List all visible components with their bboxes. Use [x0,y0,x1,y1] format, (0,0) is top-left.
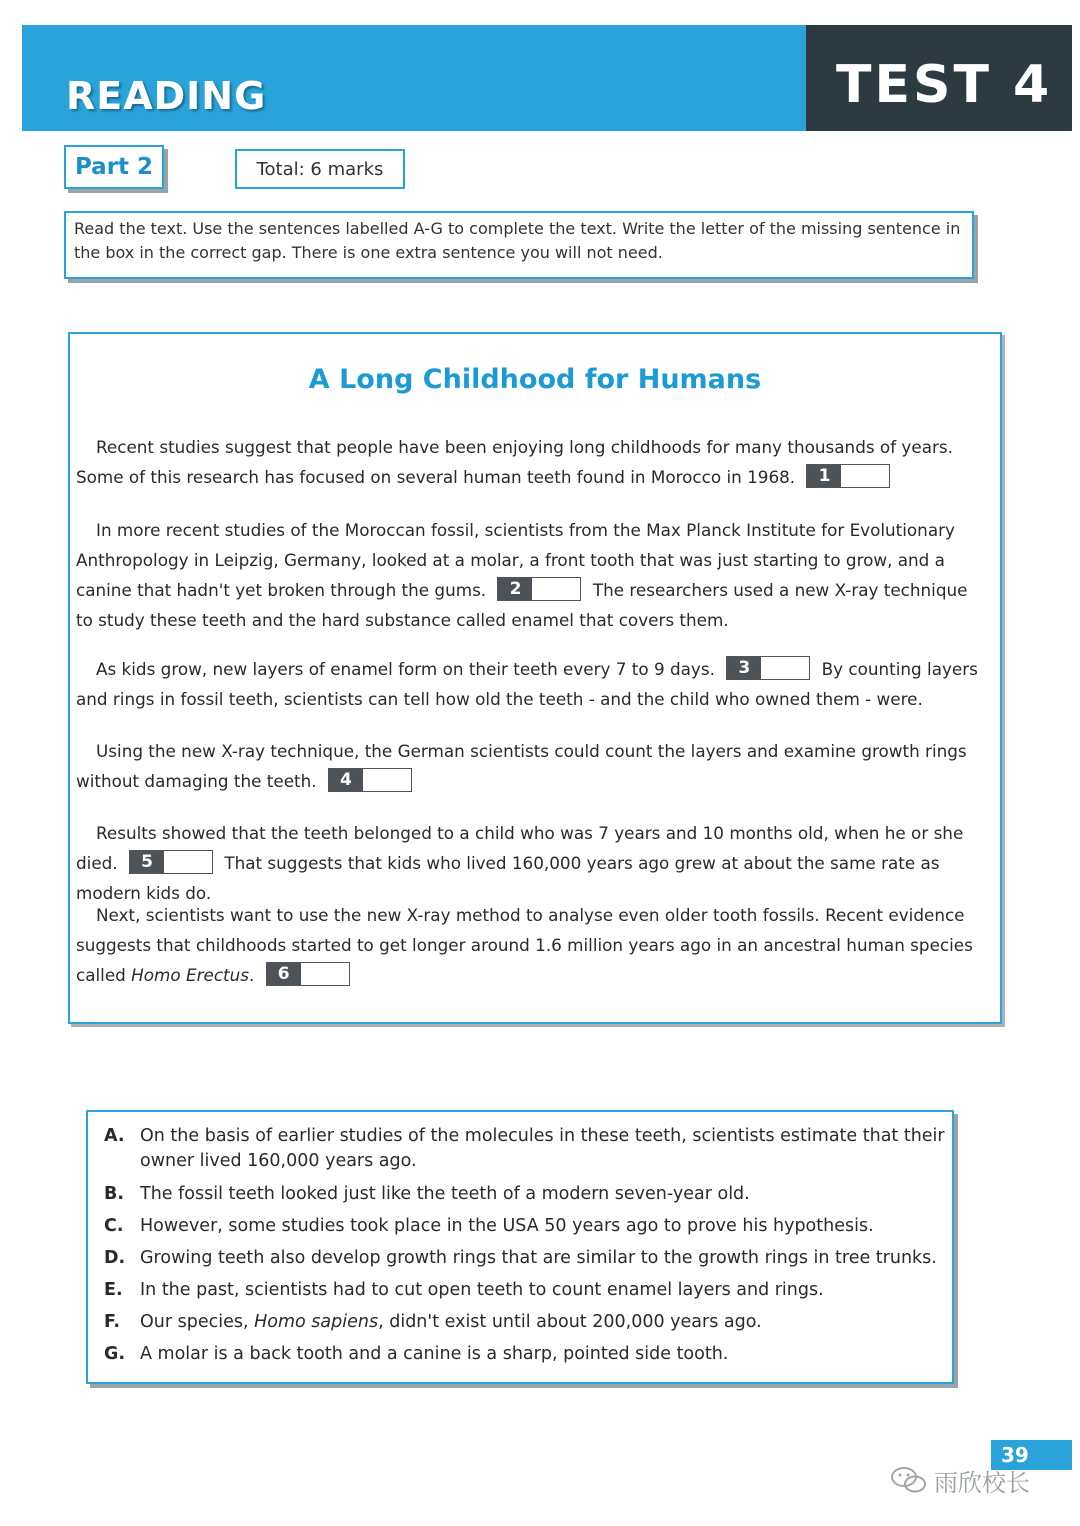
paragraph-6 [76,900,988,990]
gap-number: 5 [130,851,164,873]
option-text-pre: Our species, [140,1312,255,1332]
answer-gap-2[interactable] [497,577,581,601]
page-number: 39 [991,1440,1072,1470]
paragraph-text: Recent studies suggest that people have been enjoying long childhoods for many thousands of years. [96,437,953,457]
paragraph-text: As kids grow, new layers of enamel form on their teeth every 7 to 9 days. [96,659,715,679]
section-title: READING [66,74,267,118]
answer-gap-4[interactable] [328,768,412,792]
option-letter: B. [104,1184,124,1204]
option-text-post: , didn't exist until about 200,000 years ago. [378,1312,762,1332]
option-text: A molar is a back tooth and a canine is a sharp, pointed side tooth. [140,1344,729,1364]
option-letter: C. [104,1216,124,1236]
answer-gap-3[interactable] [726,656,810,680]
option-text: In the past, scientists had to cut open teeth to count enamel layers and rings. [140,1280,824,1300]
species-name: Homo Erectus [131,965,250,985]
gap-number: 3 [727,657,761,679]
option-letter: A. [104,1126,125,1146]
paragraph-5 [76,818,988,908]
paragraph-2 [76,515,988,635]
option-letter: G. [104,1344,126,1364]
paragraph-text: In more recent studies of the Moroccan fossil, scientists from the Max Planck Institute for Evolutionary Anthropology in Leipzig, Germany, looked at a molar, a front tooth that was just starting to grow, and a canine that hadn't yet broken through the gums. [76,520,955,600]
passage-box [68,332,1002,1024]
gap-number: 4 [329,769,363,791]
answer-gap-6[interactable] [266,962,350,986]
paragraph-text: The researchers used a new X-ray technique to study these teeth and the hard substance called enamel that covers them. [76,580,968,630]
watermark [890,1462,1060,1498]
paragraph-text: Next, scientists want to use the new X-ray method to analyse even older tooth fossils. Recent evidence suggests that childhoods started to get longer around 1.6 million years ago in an ancestral human species called [76,905,973,985]
gap-number: 2 [498,578,532,600]
species-name: Homo sapiens [254,1312,379,1332]
gap-number: 6 [267,963,301,985]
option-letter: F. [104,1312,121,1332]
instructions: Read the text. Use the sentences labelled A-G to complete the text. Write the letter of the missing sentence in the box in the correct gap. There is one extra sentence you will not need. [64,211,974,279]
paragraph-3 [76,654,988,714]
paragraph-text: Results showed that the teeth belonged to a child who was 7 years and 10 months old, when he or she died. [76,823,964,873]
option-text: Growing teeth also develop growth rings that are similar to the growth rings in tree trunks. [140,1248,937,1268]
part-label: Part 2 [64,145,164,189]
total-marks: Total: 6 marks [235,149,405,189]
paragraph-text: Using the new X-ray technique, the German scientists could count the layers and examine growth rings without damaging the teeth. [76,741,967,791]
paragraph-text: Some of this research has focused on several human teeth found in Morocco in 1968. [76,467,796,487]
answer-gap-1[interactable] [806,464,890,488]
sentence-options [86,1110,954,1384]
wechat-icon [890,1465,928,1495]
paragraph-text: That suggests that kids who lived 160,000 years ago grew at about the same rate as modern kids do. [76,853,940,903]
gap-number: 1 [807,465,841,487]
paragraph-4 [76,736,988,796]
answer-gap-5[interactable] [129,850,213,874]
option-text: On the basis of earlier studies of the molecules in these teeth, scientists estimate that their owner lived 160,000 years ago. [140,1126,945,1171]
paragraph-text: . [249,965,255,985]
watermark-text: 雨欣校长 [934,1468,1030,1497]
option-letter: D. [104,1248,126,1268]
option-text [140,1310,950,1335]
paragraph-1 [76,432,988,492]
option-letter: E. [104,1280,123,1300]
passage-title: A Long Childhood for Humans [308,364,762,395]
option-text: The fossil teeth looked just like the teeth of a modern seven-year old. [140,1184,750,1204]
paragraph-text: By counting layers and rings in fossil teeth, scientists can tell how old the teeth - and the child who owned them - were. [76,659,978,709]
option-text: However, some studies took place in the USA 50 years ago to prove his hypothesis. [140,1216,874,1236]
test-label: TEST 4 [836,55,1053,115]
